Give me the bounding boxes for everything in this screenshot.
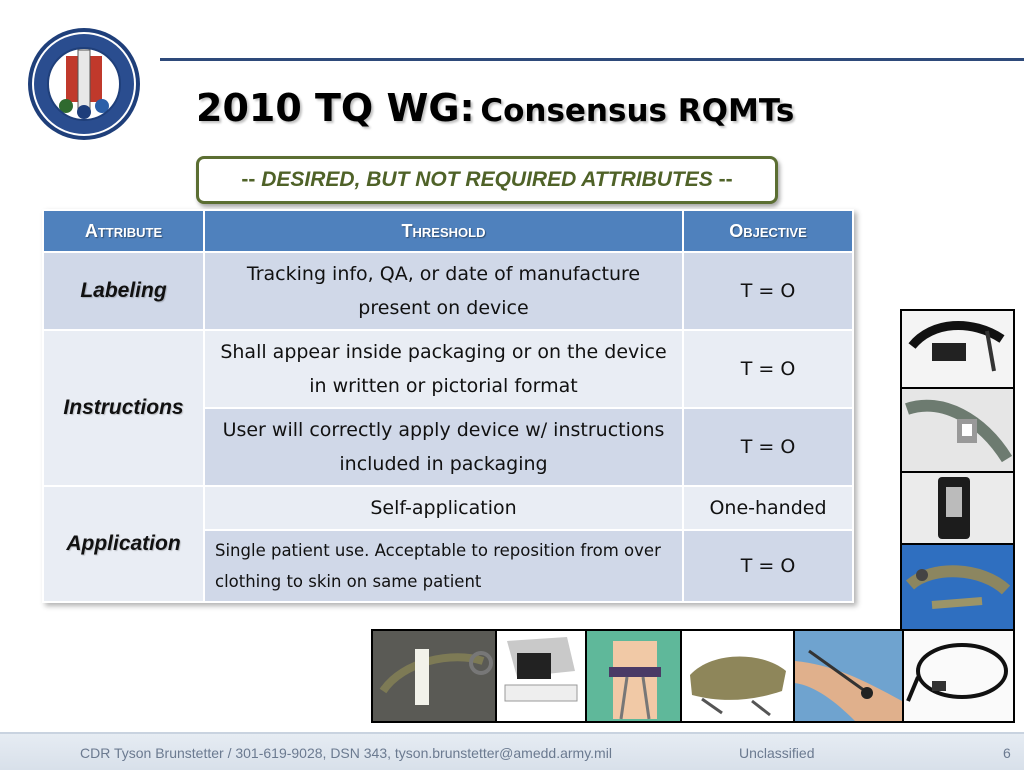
header-objective: Objective: [683, 210, 853, 252]
table-header-row: [43, 210, 853, 252]
title-sub: Consensus RQMTs: [480, 93, 795, 129]
slide-footer: [0, 732, 1024, 770]
attributes-banner: [196, 156, 778, 204]
threshold-cell: Single patient use. Acceptable to reposition from over clothing to skin on same patient: [204, 530, 683, 602]
tourniquet-photo: [900, 629, 1015, 723]
program-office-logo: [26, 26, 142, 142]
table-row: [43, 330, 853, 408]
table-row: [43, 486, 853, 530]
banner-dash-left: --: [241, 168, 256, 191]
requirements-table: [42, 209, 854, 603]
objective-cell: T = O: [683, 408, 853, 486]
header-threshold: Threshold: [204, 210, 683, 252]
title-main: 2010 TQ WG:: [196, 86, 475, 130]
header-attribute: Attribute: [43, 210, 204, 252]
tourniquet-photo: [900, 387, 1015, 473]
objective-cell: T = O: [683, 252, 853, 330]
threshold-cell: Shall appear inside packaging or on the device in written or pictorial format: [204, 330, 683, 408]
attribute-labeling: Labeling: [43, 252, 204, 330]
threshold-cell: User will correctly apply device w/ instructions included in packaging: [204, 408, 683, 486]
title-rule: [160, 58, 1024, 61]
tourniquet-photo: [900, 543, 1015, 631]
objective-cell: T = O: [683, 530, 853, 602]
banner-text: DESIRED, BUT NOT REQUIRED ATTRIBUTES: [261, 168, 713, 191]
threshold-cell: Tracking info, QA, or date of manufacture present on device: [204, 252, 683, 330]
footer-classification: Unclassified: [739, 745, 815, 761]
attribute-instructions: Instructions: [43, 330, 204, 486]
banner-dash-right: --: [718, 168, 733, 191]
tourniquet-photo: [900, 471, 1015, 545]
threshold-cell: Self-application: [204, 486, 683, 530]
tourniquet-photo: [585, 629, 682, 723]
objective-cell: T = O: [683, 330, 853, 408]
table-row: [43, 252, 853, 330]
attribute-application: Application: [43, 486, 204, 602]
footer-contact: CDR Tyson Brunstetter / 301-619-9028, DSN 343, tyson.brunstetter@amedd.army.mil: [80, 745, 612, 761]
tourniquet-photo: [495, 629, 587, 723]
tourniquet-photo: [680, 629, 795, 723]
footer-page-number: 6: [1003, 745, 1011, 761]
objective-cell: One-handed: [683, 486, 853, 530]
tourniquet-photo: [371, 629, 497, 723]
tourniquet-photo: [900, 309, 1015, 389]
tourniquet-photo: [793, 629, 904, 723]
slide-title: [196, 86, 794, 130]
